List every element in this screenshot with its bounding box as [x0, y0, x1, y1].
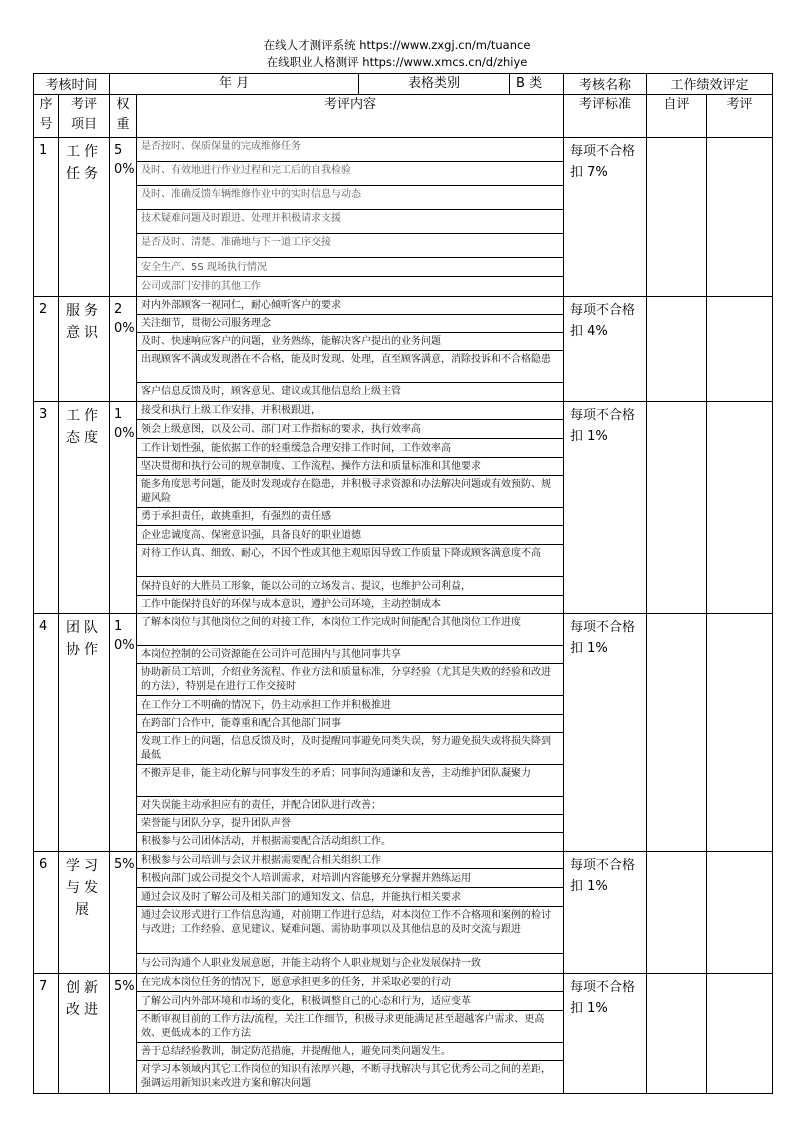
section-content	[137, 614, 564, 852]
content-line: 善于总结经验教训，制定防范措施，并提醒他人，避免同类问题发生。	[137, 1043, 563, 1061]
form-type-label: 表格类别	[359, 74, 510, 94]
content-line: 不搬弄是非，能主动化解与同事发生的矛盾；同事间沟通谦和友善，主动维护团队凝聚力	[137, 765, 563, 797]
time-value-cell	[110, 74, 564, 95]
section-weight: 5%	[110, 974, 137, 1094]
section-standard: 每项不合格扣 7%	[564, 138, 647, 297]
section-seq: 2	[34, 297, 59, 402]
section-item: 创新改进	[59, 974, 110, 1094]
content-line: 发现工作上的问题，信息反馈及时，及时提醒同事避免同类失误，努力避免损失或将损失降到最低	[137, 733, 563, 765]
self-score-cell	[647, 614, 707, 852]
content-line: 积极向部门或公司提交个人培训需求，对培训内容能够充分掌握并熟练运用	[137, 869, 563, 888]
content-line: 在工作分工不明确的情况下，仍主动承担工作并积极推进	[137, 696, 563, 715]
self-score-cell	[647, 297, 707, 402]
section-seq: 7	[34, 974, 59, 1094]
content-line: 了解本岗位与其他岗位之间的对接工作，本岗位工作完成时间能配合其他岗位工作进度	[137, 614, 563, 646]
section-content	[137, 852, 564, 974]
content-line: 本岗位控制的公司资源能在公司许可范围内与其他同事共享	[137, 646, 563, 664]
section-standard: 每项不合格扣 1%	[564, 974, 647, 1094]
content-line: 对失误能主动承担应有的责任，并配合团队进行改善；	[137, 797, 563, 815]
section-standard: 每项不合格扣 4%	[564, 297, 647, 402]
col-review: 考评	[707, 95, 773, 138]
section-row	[34, 297, 773, 402]
section-standard: 每项不合格扣 1%	[564, 852, 647, 974]
content-line: 企业忠诚度高、保密意识强，具备良好的职业道德	[137, 526, 563, 545]
col-self: 自评	[647, 95, 707, 138]
section-weight: 10%	[110, 614, 137, 852]
content-line: 通过会议及时了解公司及相关部门的通知发文、信息，并能执行相关要求	[137, 888, 563, 907]
time-value: 年 月	[110, 74, 359, 94]
content-line: 关注细节，贯彻公司服务理念	[137, 315, 563, 333]
section-content	[137, 297, 564, 402]
content-line: 对学习本领域内其它工作岗位的知识有浓厚兴趣，不断寻找解决与其它优秀公司之间的差距，强调运用新知识来改进方案和解决问题	[141, 1064, 552, 1089]
content-line: 在完成本岗位任务的情况下，愿意承担更多的任务，并采取必要的行动	[137, 974, 563, 992]
section-row	[34, 852, 773, 974]
section-item: 团队协作	[59, 614, 110, 852]
header-line-2: 在线职业人格测评 https://www.xmcs.cn/d/zhiye	[266, 55, 528, 69]
content-line: 及时、准确反馈车辆维修作业中的实时信息与动态	[137, 186, 563, 210]
content-line: 积极参与公司培训与会议并根据需要配合相关组织工作	[137, 852, 563, 869]
section-seq: 1	[34, 138, 59, 297]
section-seq: 6	[34, 852, 59, 974]
section-standard: 每项不合格扣 1%	[564, 402, 647, 614]
review-score-cell	[707, 974, 773, 1094]
content-line: 通过会议形式进行工作信息沟通，对前期工作进行总结，对本岗位工作不合格项和案例的检讨与改进；工作经验、意见建议、疑难问题、需协助事项以及其他信息的及时交流与跟进	[137, 907, 563, 954]
content-line: 及时、快速响应客户的问题，业务熟练，能解决客户提出的业务问题	[137, 333, 563, 351]
section-content	[137, 402, 564, 614]
section-row	[34, 402, 773, 614]
section-row	[34, 138, 773, 297]
content-line: 工作中能保持良好的环保与成本意识，遵护公司环境，主动控制成本	[141, 599, 442, 610]
col-item: 考评项目	[59, 95, 110, 138]
content-line: 客户信息反馈及时，顾客意见、建议或其他信息给上级主管	[141, 386, 402, 397]
content-line: 协助新员工培训，介绍业务流程、作业方法和质量标准，分享经验（尤其是失败的经验和改进的方法），特别是在进行工作交接时	[137, 664, 563, 696]
col-content: 考评内容	[137, 95, 564, 138]
section-item: 工作任务	[59, 138, 110, 297]
content-line: 荣誉能与团队分享，提升团队声誉	[137, 815, 563, 833]
content-line: 保持良好的大胜员工形象，能以公司的立场发言、提议，也维护公司利益，	[137, 577, 563, 596]
content-line: 接受和执行上级工作安排，并积极跟进，	[137, 402, 563, 420]
content-line: 勇于承担责任，敢挑重担，有强烈的责任感	[137, 508, 563, 526]
section-row	[34, 614, 773, 852]
section-seq: 4	[34, 614, 59, 852]
content-line: 技术疑难问题及时跟进、处理并积极请求支援	[137, 210, 563, 234]
section-seq: 3	[34, 402, 59, 614]
content-line: 及时、有效地进行作业过程和完工后的自我检验	[137, 162, 563, 186]
section-row	[34, 974, 773, 1094]
review-score-cell	[707, 138, 773, 297]
content-line: 是否及时、清楚、准确地与下一道工序交接	[137, 234, 563, 258]
form-type-value: B 类	[516, 76, 543, 91]
content-line: 领会上级意图，以及公司、部门对工作指标的要求，执行效率高	[137, 420, 563, 439]
content-line: 是否按时、保质保量的完成维修任务	[137, 138, 563, 162]
self-score-cell	[647, 974, 707, 1094]
content-line: 公司或部门安排的其他工作	[141, 281, 262, 292]
review-score-cell	[707, 614, 773, 852]
section-weight: 50%	[110, 138, 137, 297]
section-item: 学习与发展	[59, 852, 110, 974]
col-seq: 序号	[34, 95, 59, 138]
self-score-cell	[647, 402, 707, 614]
header-line-1: 在线人才测评系统 https://www.zxgj.cn/m/tuance	[263, 38, 531, 52]
content-line: 工作计划性强，能依据工作的轻重缓急合理安排工作时间，工作效率高	[137, 439, 563, 458]
review-score-cell	[707, 402, 773, 614]
section-content	[137, 138, 564, 297]
section-weight: 20%	[110, 297, 137, 402]
section-weight: 10%	[110, 402, 137, 614]
content-line: 安全生产、5S 现场执行情况	[137, 258, 563, 277]
self-score-cell	[647, 138, 707, 297]
content-line: 坚决贯彻和执行公司的规章制度、工作流程、操作方法和质量标准和其他要求	[137, 458, 563, 476]
assessment-name-label: 考核名称	[564, 74, 647, 95]
time-label: 考核时间	[34, 74, 110, 95]
content-line: 了解公司内外部环境和市场的变化，积极调整自己的心态和行为，适应变革	[137, 992, 563, 1011]
evaluation-table	[33, 73, 773, 1094]
content-line: 不断审视目前的工作方法/流程，关注工作细节，积极寻求更能满足甚至超越客户需求、更高效、更低成本的工作方法	[137, 1011, 563, 1043]
review-score-cell	[707, 297, 773, 402]
content-line: 对内外部顾客一视同仁，耐心倾听客户的要求	[137, 297, 563, 315]
content-line: 能多角度思考问题，能及时发现或存在隐患，并积极寻求资源和办法解决问题或有效预防、规避风险	[137, 476, 563, 508]
section-content	[137, 974, 564, 1094]
assessment-name-value: 工作绩效评定	[647, 74, 773, 95]
section-standard: 每项不合格扣 1%	[564, 614, 647, 852]
content-line: 对待工作认真、细致、耐心，不因个性或其他主观原因导致工作质量下降或顾客满意度不高	[137, 545, 563, 577]
section-weight: 5%	[110, 852, 137, 974]
section-item: 工作态度	[59, 402, 110, 614]
col-standard: 考评标准	[564, 95, 647, 138]
content-line: 在跨部门合作中，能尊重和配合其他部门同事	[137, 715, 563, 733]
content-line: 出现顾客不满或发现潜在不合格，能及时发现、处理，直至顾客满意，消除投诉和不合格隐患	[137, 351, 563, 383]
col-weight: 权重	[110, 95, 137, 138]
review-score-cell	[707, 852, 773, 974]
section-item: 服务意识	[59, 297, 110, 402]
self-score-cell	[647, 852, 707, 974]
content-line: 积极参与公司团体活动，并根据需要配合活动组织工作。	[141, 836, 392, 847]
content-line: 与公司沟通个人职业发展意愿，并能主动将个人职业规划与企业发展保持一致	[141, 958, 482, 969]
